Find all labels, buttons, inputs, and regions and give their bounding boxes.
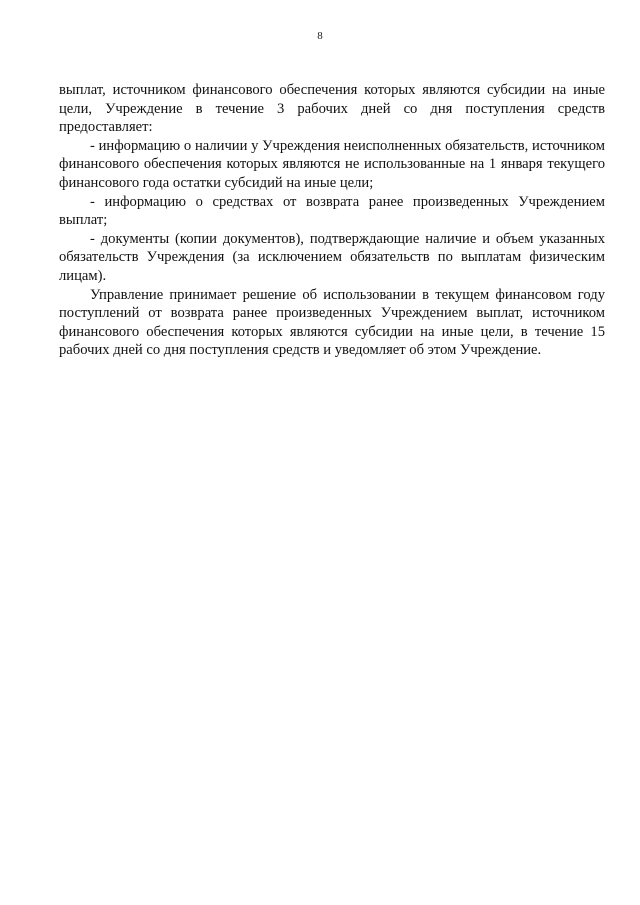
page-number: 8	[317, 30, 323, 42]
paragraph-continuation: выплат, источником финансового обеспечения которых являются субсидии на иные цели, Учреждение в течение 3 рабочих дней со дня поступления средств предоставляет:	[59, 82, 605, 136]
list-item-documents: - документы (копии документов), подтверждающие наличие и объем указанных обязательств Учреждения (за исключением обязательств по выплатам физическим лицам).	[59, 230, 605, 284]
list-item-obligations-info: - информацию о наличии у Учреждения неисполненных обязательств, источником финансового обеспечения которых являются не использованные на 1 января текущего финансового года остатки субсидий на иные цели;	[59, 137, 605, 191]
list-item-refund-info: - информацию о средствах от возврата ранее произведенных Учреждением выплат;	[59, 193, 605, 229]
paragraph-decision: Управление принимает решение об использовании в текущем финансовом году поступлений от возврата ранее произведенных Учреждением выплат, источником финансового обеспечения которых являются субсидии на иные цели, в течение 15 рабочих дней со дня поступления средств и уведомляет об этом Учреждение.	[59, 286, 605, 359]
document-body	[59, 81, 605, 360]
